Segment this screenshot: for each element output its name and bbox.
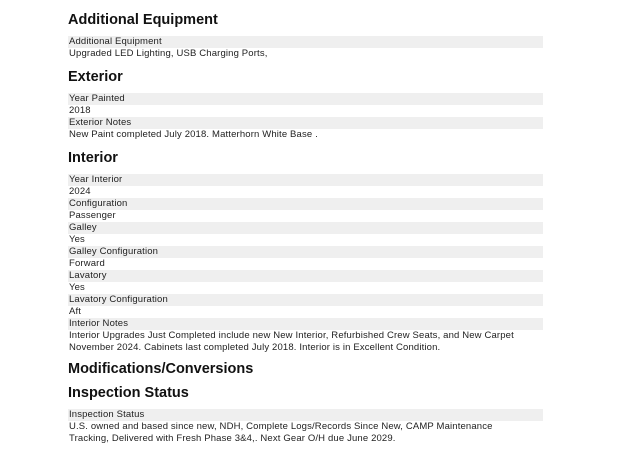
- field-value-inspection-status-line1: U.S. owned and based since new, NDH, Complete Logs/Records Since New, CAMP Maintenance: [68, 421, 543, 433]
- field-value-year-painted: 2018: [68, 105, 543, 117]
- section-additional-equipment: [68, 10, 543, 60]
- field-value-interior-notes-line2: November 2024. Cabinets last completed July 2018. Interior is in Excellent Condition.: [68, 342, 543, 354]
- field-value-exterior-notes: New Paint completed July 2018. Matterhorn White Base .: [68, 129, 543, 141]
- field-value-lavatory-configuration: Aft: [68, 306, 543, 318]
- field-label-year-interior: Year Interior: [68, 174, 543, 186]
- field-value-additional-equipment: Upgraded LED Lighting, USB Charging Ports,: [68, 48, 543, 60]
- field-value-lavatory: Yes: [68, 282, 543, 294]
- field-label-galley: Galley: [68, 222, 543, 234]
- section-title-additional-equipment: Additional Equipment: [68, 12, 218, 28]
- field-label-interior-notes: Interior Notes: [68, 318, 543, 330]
- section-title-inspection-status: Inspection Status: [68, 385, 189, 401]
- field-value-inspection-status-line2: Tracking, Delivered with Fresh Phase 3&4,. Next Gear O/H due June 2029.: [68, 433, 543, 445]
- field-value-year-interior: 2024: [68, 186, 543, 198]
- field-label-inspection-status: Inspection Status: [68, 409, 543, 421]
- section-inspection-status: [68, 383, 543, 445]
- field-label-configuration: Configuration: [68, 198, 543, 210]
- section-title-modifications: Modifications/Conversions: [68, 361, 254, 377]
- field-label-lavatory-configuration: Lavatory Configuration: [68, 294, 543, 306]
- field-label-year-painted: Year Painted: [68, 93, 543, 105]
- section-title-exterior: Exterior: [68, 69, 123, 85]
- field-label-exterior-notes: Exterior Notes: [68, 117, 543, 129]
- section-exterior: [68, 67, 543, 141]
- section-interior: [68, 148, 543, 354]
- field-label-galley-configuration: Galley Configuration: [68, 246, 543, 258]
- field-value-interior-notes-line1: Interior Upgrades Just Completed include new New Interior, Refurbished Crew Seats, and New Carpet: [68, 330, 543, 342]
- section-title-interior: Interior: [68, 150, 118, 166]
- field-label-additional-equipment: Additional Equipment: [68, 36, 543, 48]
- section-modifications: [68, 359, 543, 379]
- field-value-galley: Yes: [68, 234, 543, 246]
- field-value-configuration: Passenger: [68, 210, 543, 222]
- field-value-galley-configuration: Forward: [68, 258, 543, 270]
- field-label-lavatory: Lavatory: [68, 270, 543, 282]
